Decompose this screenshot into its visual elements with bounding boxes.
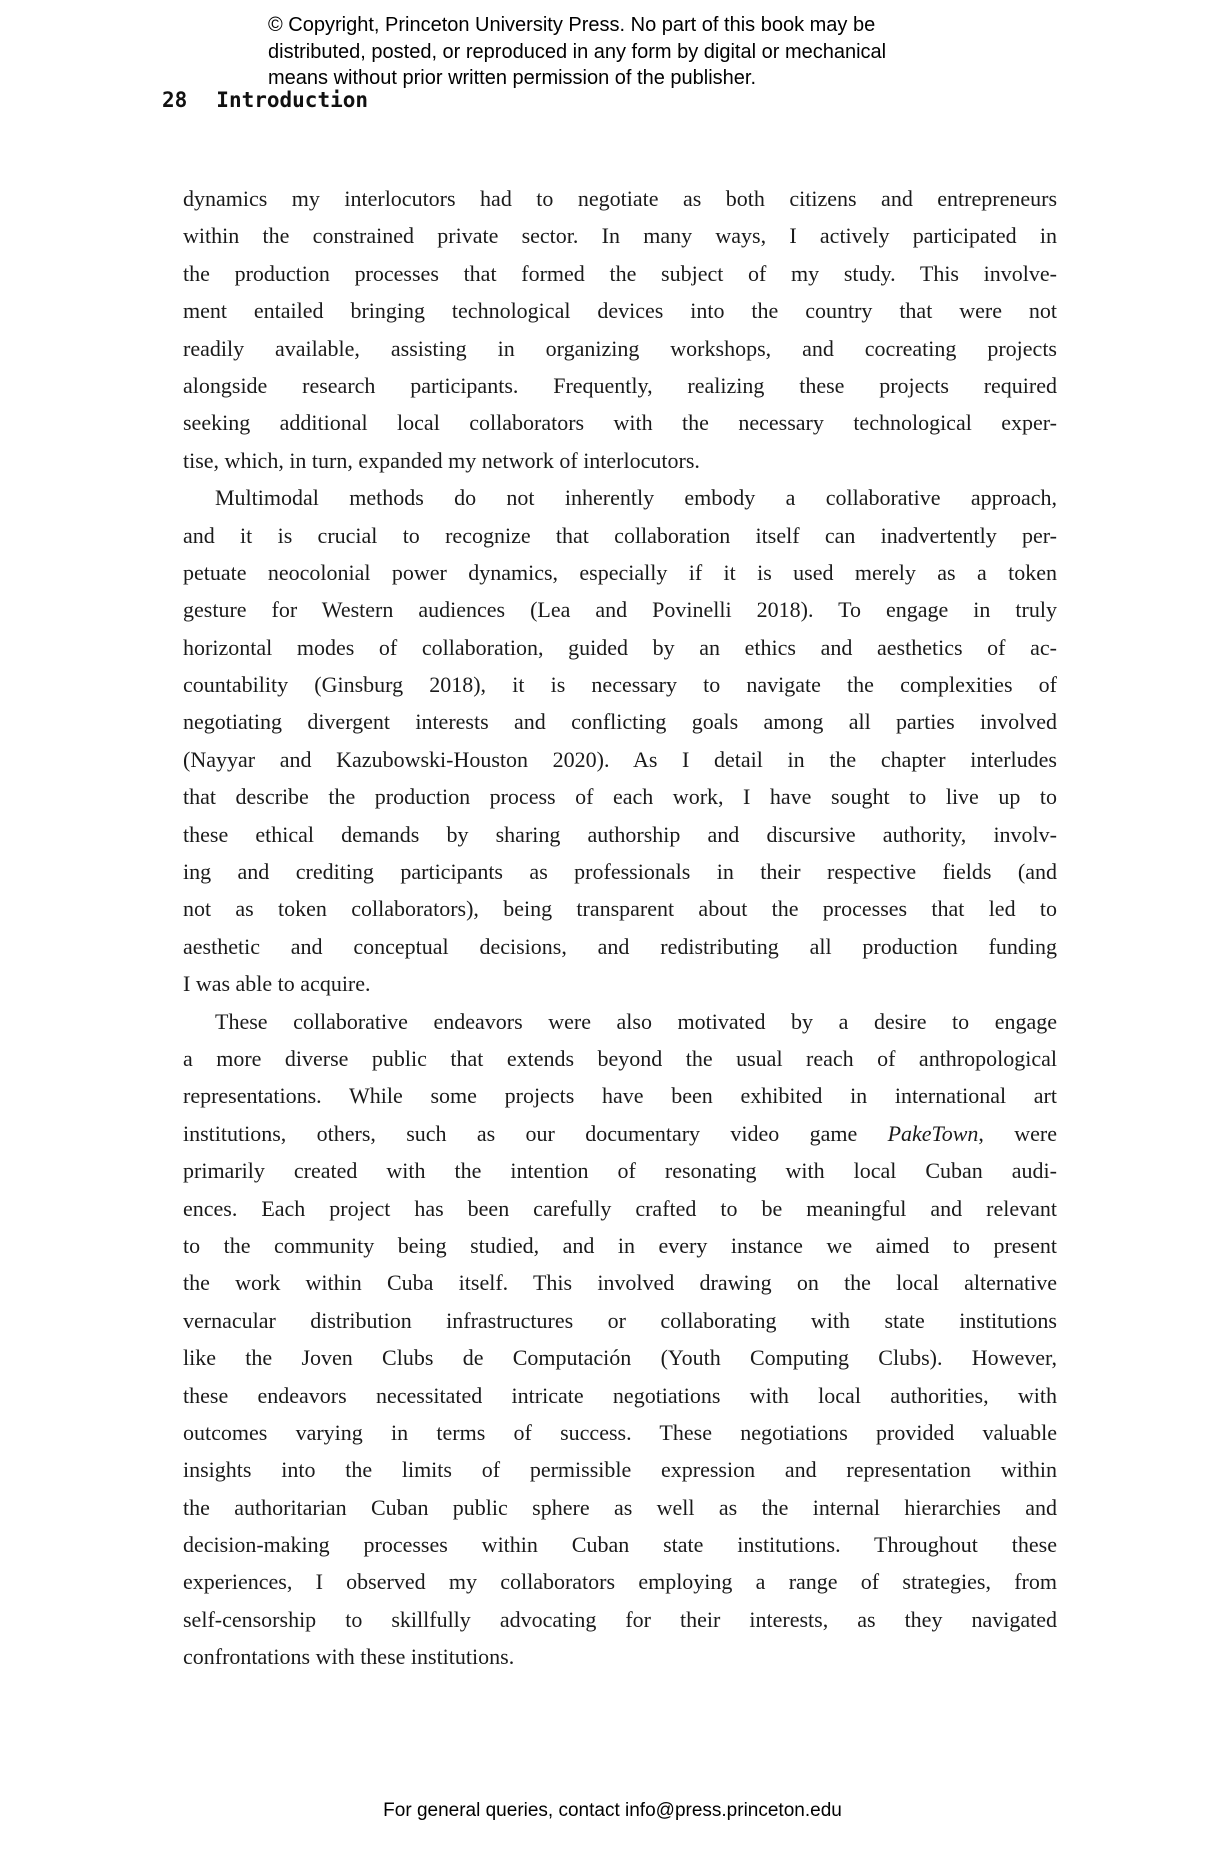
text-line: Multimodal methods do not inherently embody a collaborative approach, — [215, 485, 1057, 511]
text-line: I was able to acquire. — [183, 971, 371, 997]
text-line: negotiating divergent interests and conflicting goals among all parties involved — [183, 709, 1057, 735]
text-line: representations. While some projects have been exhibited in international art — [183, 1083, 1057, 1109]
text-line: institutions, others, such as our documentary video game PakeTown, were — [183, 1120, 1057, 1146]
text-line: ing and crediting participants as professionals in their respective fields (and — [183, 859, 1057, 885]
text-line: (Nayyar and Kazubowski-Houston 2020). As I detail in the chapter interludes — [183, 746, 1057, 772]
text-line: not as token collaborators), being transparent about the processes that led to — [183, 896, 1057, 922]
text-line: tise, which, in turn, expanded my network of interlocutors. — [183, 447, 700, 473]
text-line: the production processes that formed the subject of my study. This involve- — [183, 260, 1057, 286]
text-line: insights into the limits of permissible expression and representation within — [183, 1457, 1057, 1483]
text-line: dynamics my interlocutors had to negotiate as both citizens and entrepreneurs — [183, 186, 1057, 211]
text-line: decision-making processes within Cuban state institutions. Throughout these — [183, 1532, 1057, 1558]
text-line: primarily created with the intention of resonating with local Cuban audi- — [183, 1158, 1057, 1184]
paragraph — [183, 1003, 1057, 1676]
text-line: ences. Each project has been carefully crafted to be meaningful and relevant — [183, 1195, 1057, 1221]
chapter-title: Introduction — [216, 88, 369, 112]
text-line: vernacular distribution infrastructures or collaborating with state institutions — [183, 1307, 1057, 1333]
text-line: horizontal modes of collaboration, guided by an ethics and aesthetics of ac- — [183, 634, 1057, 660]
text-line: the work within Cuba itself. This involved drawing on the local alternative — [183, 1270, 1057, 1296]
text-line: a more diverse public that extends beyond the usual reach of anthropological — [183, 1045, 1057, 1071]
text-line: aesthetic and conceptual decisions, and redistributing all production funding — [183, 933, 1057, 959]
copyright-line: © Copyright, Princeton University Press. No part of this book may be — [268, 14, 876, 36]
text-line: to the community being studied, and in every instance we aimed to present — [183, 1232, 1057, 1258]
paragraph — [183, 180, 1057, 479]
copyright-notice — [268, 12, 886, 92]
text-line: seeking additional local collaborators with the necessary technological exper- — [183, 410, 1057, 436]
italic-title: PakeTown — [887, 1120, 979, 1146]
text-line: that describe the production process of each work, I have sought to live up to — [183, 784, 1057, 810]
copyright-line: means without prior written permission of the publisher. — [268, 67, 757, 89]
paragraph — [183, 479, 1057, 1002]
text-line: confrontations with these institutions. — [183, 1644, 515, 1670]
text-line: These collaborative endeavors were also motivated by a desire to engage — [215, 1008, 1057, 1034]
text-line: within the constrained private sector. In many ways, I actively participated in — [183, 223, 1057, 249]
text-line: experiences, I observed my collaborators employing a range of strategies, from — [183, 1569, 1057, 1595]
body-text — [183, 180, 1057, 1676]
page-footer — [0, 1800, 1225, 1822]
text-line: alongside research participants. Frequently, realizing these projects required — [183, 372, 1057, 398]
copyright-line: distributed, posted, or reproduced in any form by digital or mechanical — [268, 40, 887, 63]
text-line: the authoritarian Cuban public sphere as well as the internal hierarchies and — [183, 1494, 1057, 1520]
text-line: readily available, assisting in organizing workshops, and cocreating projects — [183, 335, 1057, 361]
text-line: outcomes varying in terms of success. These negotiations provided valuable — [183, 1419, 1057, 1445]
text-line: and it is crucial to recognize that collaboration itself can inadvertently per- — [183, 522, 1057, 548]
text-line: ment entailed bringing technological devices into the country that were not — [183, 298, 1057, 324]
footer-text: For general queries, contact info@press.princeton.edu — [383, 1800, 842, 1821]
text-line: like the Joven Clubs de Computación (Youth Computing Clubs). However, — [183, 1345, 1057, 1371]
text-line: these endeavors necessitated intricate negotiations with local authorities, with — [183, 1382, 1057, 1408]
text-line: self-censorship to skillfully advocating for their interests, as they navigated — [183, 1606, 1057, 1632]
page-number: 28 — [162, 88, 188, 112]
text-line: petuate neocolonial power dynamics, especially if it is used merely as a token — [183, 559, 1057, 585]
running-head — [162, 88, 368, 112]
text-line: countability (Ginsburg 2018), it is necessary to navigate the complexities of — [183, 672, 1057, 698]
text-line: gesture for Western audiences (Lea and Povinelli 2018). To engage in truly — [183, 597, 1057, 623]
text-line: these ethical demands by sharing authorship and discursive authority, involv- — [183, 821, 1057, 847]
